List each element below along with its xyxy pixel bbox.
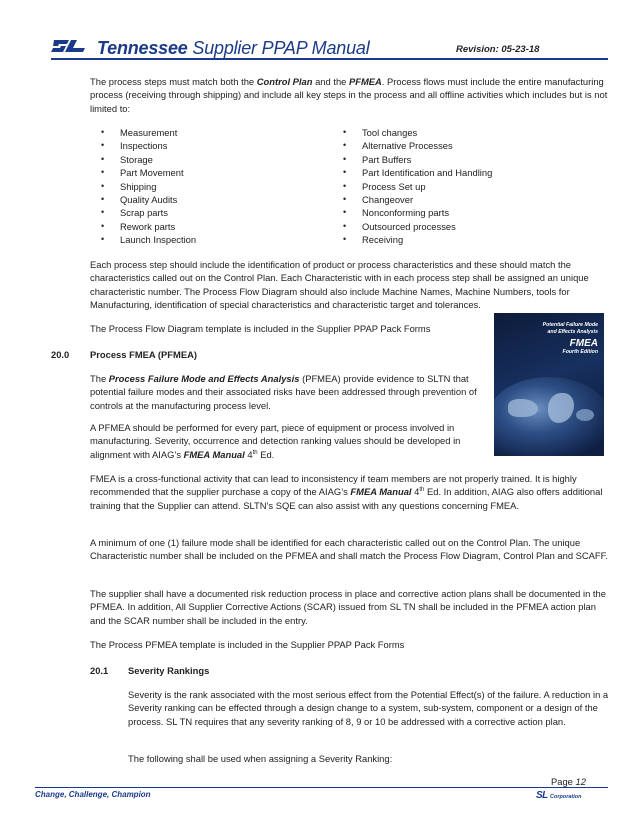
footer-divider bbox=[35, 787, 608, 788]
cover-subtitle: Potential Failure Mode and Effects Analysis bbox=[542, 322, 598, 335]
page-number: Page 12 bbox=[551, 776, 586, 787]
list-item: • Part Buffers bbox=[343, 153, 583, 166]
list-item: • Quality Audits bbox=[101, 193, 321, 206]
list-item: • Launch Inspection bbox=[101, 233, 321, 246]
sl-logo-icon bbox=[51, 36, 93, 56]
list-item: • Part Identification and Handling bbox=[343, 166, 583, 179]
pfmea-paragraph: The Process Failure Mode and Effects Analysis (PFMEA) provide evidence to SLTN that potential failure modes and their associated risks have been addressed through prevention of controls at the manufacturing process level. bbox=[90, 373, 477, 411]
severity-paragraph: Severity is the rank associated with the most serious effect from the Potential Effect(s) of the failure. A reduction in a Severity ranking can be effected through a design change to a system, sub-system, component or a design of the process. SL TN requires that any severity ranking of 8, 9 or 10 be addressed with a corrective action plan. bbox=[128, 689, 609, 727]
severity-instruction: The following shall be used when assigning a Severity Ranking: bbox=[128, 753, 393, 764]
list-item: • Nonconforming parts bbox=[343, 206, 583, 219]
cross-functional-paragraph: FMEA is a cross-functional activity that can lead to inconsistency if team members are not properly trained. It is highly recommended that the supplier purchase a copy of the AIAG’s FMEA Manual 4th Ed. In addition, AIAG also offers additional training that the Supplier can attend. SLTN’s SQE can also assist with any questions concerning FMEA. bbox=[90, 473, 603, 511]
risk-reduction-paragraph: The supplier shall have a documented risk reduction process in place and corrective action plans shall be documented in the PFMEA. In addition, All Supplier Corrective Actions (SCAR) issued from SL TN shall be included in the PFMEA action plan and the SCAR number shall be included in the entry. bbox=[90, 588, 606, 626]
list-item: • Receiving bbox=[343, 233, 583, 246]
bullet-list-left bbox=[101, 126, 321, 247]
section-20-title: Process FMEA (PFMEA) bbox=[90, 349, 197, 360]
intro-paragraph: The process steps must match both the Control Plan and the PFMEA. Process flows must include the entire manufacturing process (receiving through shipping) and include all key steps in the process and all offline activities which includes but is not limited to: bbox=[90, 76, 608, 114]
list-item: • Measurement bbox=[101, 126, 321, 139]
list-item: • Tool changes bbox=[343, 126, 583, 139]
every-part-paragraph: A PFMEA should be performed for every part, piece of equipment or process involved in manufacturing. Severity, occurrence and detection ranking values should be developed in alignment with AIAG’s FMEA Manual 4th Ed. bbox=[90, 422, 461, 460]
bullet-list-right bbox=[343, 126, 583, 247]
footer-corporation-logo: SL Corporation bbox=[536, 790, 582, 801]
list-item: • Changeover bbox=[343, 193, 583, 206]
revision-label: Revision: 05-23-18 bbox=[456, 44, 540, 55]
footer-slogan: Change, Challenge, Champion bbox=[35, 790, 151, 799]
cover-title: FMEA bbox=[569, 338, 598, 349]
section-20-1-title: Severity Rankings bbox=[128, 665, 210, 676]
cover-edition: Fourth Edition bbox=[562, 349, 598, 355]
list-item: • Outsourced processes bbox=[343, 220, 583, 233]
header-divider bbox=[51, 58, 608, 60]
document-title: Tennessee Supplier PPAP Manual bbox=[97, 38, 370, 58]
section-20-1-number: 20.1 bbox=[90, 665, 109, 676]
list-item: • Process Set up bbox=[343, 180, 583, 193]
list-item: • Part Movement bbox=[101, 166, 321, 179]
section-20-number: 20.0 bbox=[51, 349, 70, 360]
list-item: • Storage bbox=[101, 153, 321, 166]
flow-template-note: The Process Flow Diagram template is included in the Supplier PPAP Pack Forms bbox=[90, 323, 431, 334]
list-item: • Inspections bbox=[101, 139, 321, 152]
process-step-paragraph: Each process step should include the identification of product or process characteristics and these should match the characteristics called out on the Control Plan. Each Characteristic with in each process step shall be assigned an unique characteristic number. The Process Flow Diagram should also include Machine Names, Machine Numbers, tools for Manufacturing, identification of special characteristics and characteristic target and tolerances. bbox=[90, 259, 589, 311]
minimum-failure-mode-paragraph: A minimum of one (1) failure mode shall be identified for each characteristic called out on the Control Plan. The unique Characteristic number shall be included on the PFMEA and shall match the Process Flow Diagram, Control Plan and SCAFF. bbox=[90, 537, 608, 562]
fmea-manual-cover-image bbox=[494, 313, 604, 456]
list-item: • Scrap parts bbox=[101, 206, 321, 219]
list-item: • Alternative Processes bbox=[343, 139, 583, 152]
list-item: • Rework parts bbox=[101, 220, 321, 233]
pfmea-template-note: The Process PFMEA template is included in the Supplier PPAP Pack Forms bbox=[90, 639, 405, 650]
list-item: • Shipping bbox=[101, 180, 321, 193]
